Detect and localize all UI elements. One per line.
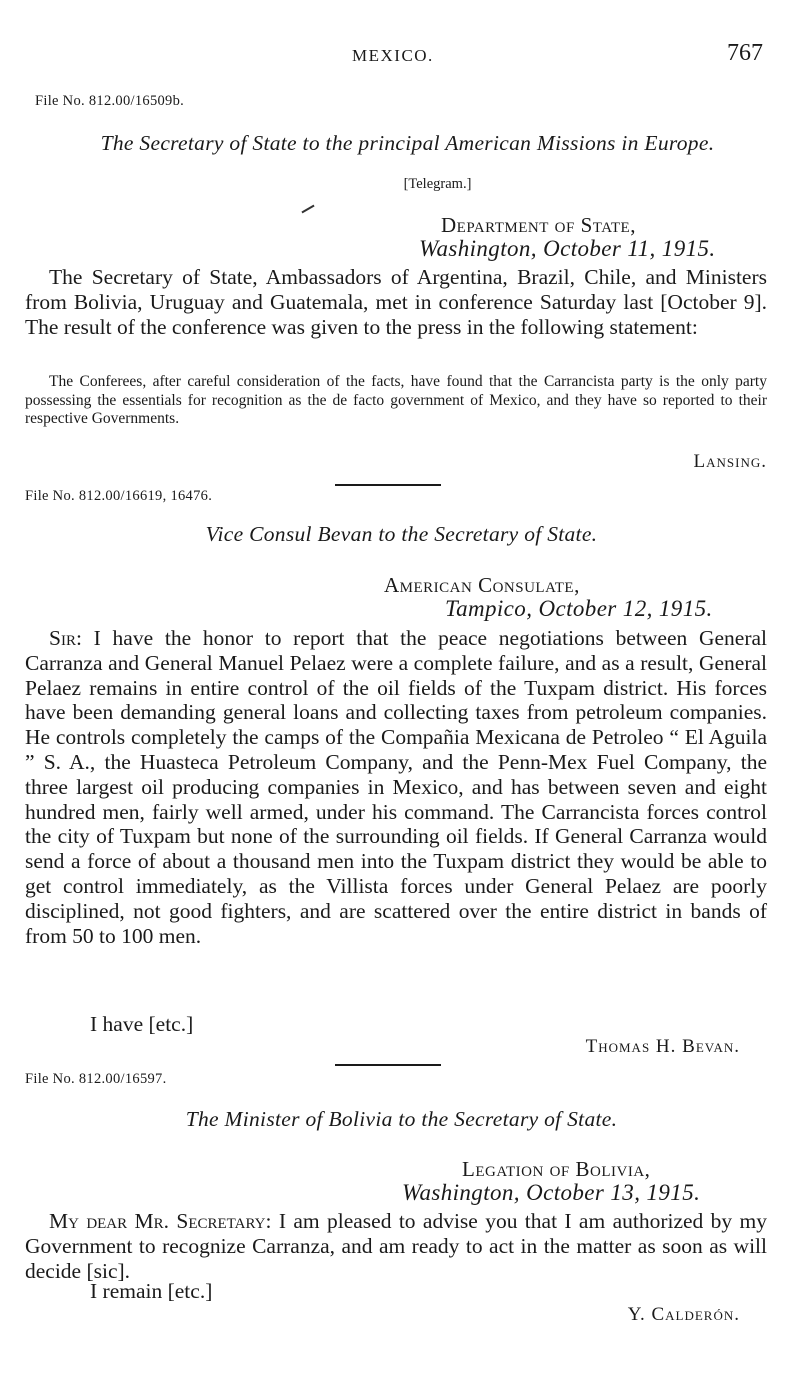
- salutation-3: My dear Mr. Secretary:: [49, 1209, 272, 1233]
- telegram-label: [Telegram.]: [403, 176, 472, 192]
- body-text-3: I am pleased to advise you that I am authorized by my Government to recognize Carranza, and am ready to act in the matter as soon as will decide [sic].: [25, 1209, 768, 1283]
- dateline-3: Washington, October 13, 1915.: [402, 1180, 701, 1205]
- pen-mark: [301, 205, 314, 214]
- salutation-2: Sir:: [49, 626, 82, 650]
- running-head-title: MEXICO.: [352, 46, 434, 65]
- dateline-1: Washington, October 11, 1915.: [419, 236, 716, 261]
- office-line-3: Legation of Bolivia,: [462, 1157, 651, 1181]
- file-number-1: File No. 812.00/16509b.: [35, 93, 185, 109]
- body-text-2: I have the honor to report that the peace negotiations between General Carranza and General Manuel Pelaez were a complete failure, and as a result, General Pelaez remains in entire control of the oil fields of the Tuxpam district. His forces have been demanding general loans and collecting taxes from petroleum companies. He controls completely the camps of the Compañia Mexicana de Petroleo “ El Aguila ” S. A., the Huasteca Petroleum Company, and the Penn-Mex Fuel Company, the three largest oil producing companies in Mexico, and has between seven and eight hundred men, fairly well armed, under his command. The Carrancista forces control the city of Tuxpam but none of the surrounding oil fields. If General Carranza would send a force of about a thousand men into the Tuxpam district they would be able to get control immediately, as the Villista forces under General Pelaez are poorly disciplined, not good fighters, and are scattered over the entire district in bands of from 50 to 100 men.: [25, 626, 768, 948]
- dateline-2: Tampico, October 12, 1915.: [445, 596, 713, 621]
- office-line-1: Department of State,: [441, 213, 636, 237]
- office-line-2: American Consulate,: [384, 573, 580, 597]
- body-paragraph-2: [25, 626, 767, 948]
- signature-3: Y. Calderón.: [627, 1304, 740, 1325]
- file-number-3: File No. 812.00/16597.: [25, 1071, 167, 1087]
- running-head: [0, 40, 803, 70]
- letter-heading-2: Vice Consul Bevan to the Secretary of State.: [205, 522, 598, 546]
- signature-1: Lansing.: [693, 451, 767, 472]
- quoted-statement: The Conferees, after careful consideration of the facts, have found that the Carrancista party is the only party possessing the essentials for recognition as the de facto government of Mexico, and they have so reported to their respective Governments.: [25, 373, 767, 427]
- section-divider-1: [335, 484, 441, 486]
- body-paragraph-1: The Secretary of State, Ambassadors of Argentina, Brazil, Chile, and Ministers from Bolivia, Uruguay and Guatemala, met in conference Saturday last [October 9]. The result of the conference was given to the press in the following statement:: [25, 265, 767, 339]
- closing-3: I remain [etc.]: [90, 1279, 213, 1303]
- signature-2: Thomas H. Bevan.: [585, 1036, 740, 1057]
- letter-heading-3: The Minister of Bolivia to the Secretary of State.: [185, 1107, 618, 1131]
- body-paragraph-3: [25, 1209, 767, 1283]
- letter-heading-1: The Secretary of State to the principal American Missions in Europe.: [100, 131, 715, 155]
- section-divider-2: [335, 1064, 441, 1066]
- closing-2: I have [etc.]: [90, 1012, 194, 1036]
- page-number: 767: [727, 40, 763, 66]
- file-number-2: File No. 812.00/16619, 16476.: [25, 488, 213, 504]
